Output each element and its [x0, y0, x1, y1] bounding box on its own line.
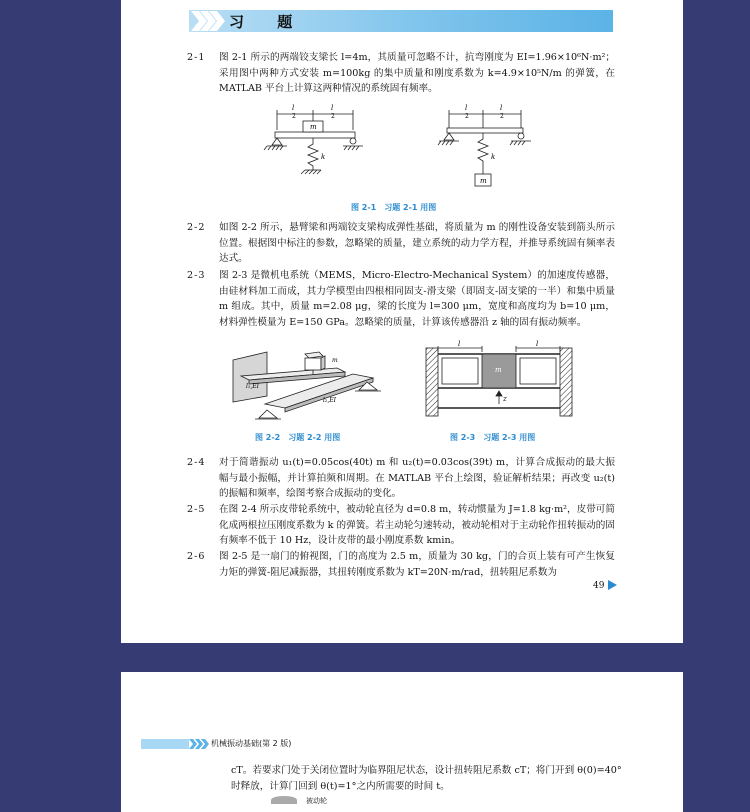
fig-label-l: l [536, 340, 539, 348]
page-number: 49 [593, 581, 605, 591]
figure-label: 被动轮 [306, 797, 327, 805]
pulley-figure-fragment [271, 796, 297, 804]
fig-label-m: m [480, 177, 487, 185]
fig2-1a [264, 110, 363, 174]
problem-text: 如图 2-2 所示，悬臂梁和两端铰支梁构成弹性基础，将质量为 m 的刚性设备安装到箭头所示位置。根据图中标注的参数，忽略梁的质量，建立系统的动力学方程，并推导系统固有频率表达式。 [219, 222, 615, 265]
problem-number: 2-3 [187, 270, 206, 281]
fig-label-m: m [310, 123, 317, 131]
fig-label-l: l [331, 104, 334, 112]
page-49 [121, 0, 683, 643]
problem-text: 图 2-5 是一扇门的俯视图，门的高度为 2.5 m，质量为 30 kg，门的合页上装有可产生恢复力矩的弹簧-阻尼减振器，其扭转刚度系数为 kT=20N·m/rad，扭转阻尼系数为 [219, 551, 615, 578]
chevron-decoration-icon [189, 739, 209, 749]
fig-label-half: 2 [500, 113, 504, 120]
fig2-1b [438, 110, 531, 186]
figure-2-2 [227, 346, 387, 422]
fig-label-l: l [458, 340, 461, 348]
fig-label-l1EI: l₁,EI [246, 383, 259, 390]
problem-number: 2-6 [187, 551, 206, 562]
problem-number: 2-2 [187, 222, 206, 233]
page-arrow-icon [608, 580, 617, 590]
figure-2-2-caption: 图 2-2 习题 2-2 用图 [255, 433, 341, 442]
fig-label-k: k [321, 153, 326, 161]
figure-2-1 [261, 104, 541, 196]
fig-label-l: l [292, 104, 295, 112]
problem-text: 图 2-1 所示的两端铰支梁长 l=4m，其质量可忽略不计，抗弯刚度为 EI=1.96×10⁶N·m²；采用图中两种方式安装 m=100kg 的集中质量和刚度系数为 k=4.9×10⁵N/m 的弹簧，在 MATLAB 平台上计算这两种情况的系统固有频率。 [219, 52, 615, 95]
fig-label-half: 2 [331, 113, 335, 120]
section-banner [189, 10, 613, 32]
fig-label-k: k [491, 153, 496, 161]
figure-2-3 [424, 340, 574, 420]
problem-text: 在图 2-4 所示皮带轮系统中，被动轮直径为 d=0.8 m，转动惯量为 J=1.8 kg·m²，皮带可简化成两根拉压刚度系数为 k 的弹簧。若主动轮匀速转动，被动轮相对于主动轮作扭转振动的固有频率不低于 10 Hz，设计皮带的最小刚度系数 kmin。 [219, 504, 615, 547]
problem-2-5 [187, 502, 615, 549]
chevron-decoration-icon [191, 11, 225, 31]
problem-2-2 [187, 220, 615, 267]
problem-2-1 [187, 50, 615, 97]
problem-number: 2-5 [187, 504, 206, 515]
problem-2-6 [187, 549, 615, 580]
section-title: 习 题 [229, 13, 307, 31]
problem-number: 2-1 [187, 52, 206, 63]
problem-2-3 [187, 268, 615, 330]
fig-label-half: 2 [465, 113, 469, 120]
fig-label-z: z [503, 395, 507, 403]
figure-2-3-caption: 图 2-3 习题 2-3 用图 [450, 433, 536, 442]
problem-number: 2-4 [187, 457, 206, 468]
problem-text: 对于简谐振动 u₁(t)=0.05cos(40t) m 和 u₂(t)=0.03cos(39t) m，计算合成振动的最大振幅与最小振幅，并计算拍频和周期。在 MATLAB 平台上绘图，验证解析结果；再改变 u₂(t) 的振幅和频率，绘图考察合成振动的变化。 [219, 457, 615, 500]
problem-2-4 [187, 455, 615, 502]
page-50 [121, 672, 683, 812]
figure-2-1-caption: 图 2-1 习题 2-1 用图 [351, 203, 437, 212]
fig-label-l: l [465, 104, 468, 112]
running-header: 机械振动基础(第 2 版) [211, 739, 292, 748]
problem-2-6-continued: cT。若要求门处于关闭位置时为临界阻尼状态，设计扭转阻尼系数 cT；将门开到 θ(0)=40°时释放，计算门回到 θ(t)=1°之内所需要的时间 t。 [231, 765, 622, 792]
fig-label-l: l [500, 104, 503, 112]
problem-text: 图 2-3 是微机电系统（MEMS，Micro-Electro-Mechanical System）的加速度传感器，由硅材料加工而成，其力学模型由四根相同固支-滑支梁（即固支-固支梁的一半）和集中质量 m 组成。其中，质量 m=2.08 μg，梁的长度为 l=300 μm，宽度和高度均为 b=10 μm，材料弹性模量为 E=150 GPa。忽略梁的质量，计算该传感器沿 z 轴的固有振动频率。 [219, 270, 615, 328]
fig-label-m: m [495, 366, 502, 374]
fig-label-m: m [332, 357, 338, 364]
fig-label-l2EI: l₂,EI [323, 397, 336, 404]
fig-label-half: 2 [292, 113, 296, 120]
header-bar [141, 739, 189, 749]
